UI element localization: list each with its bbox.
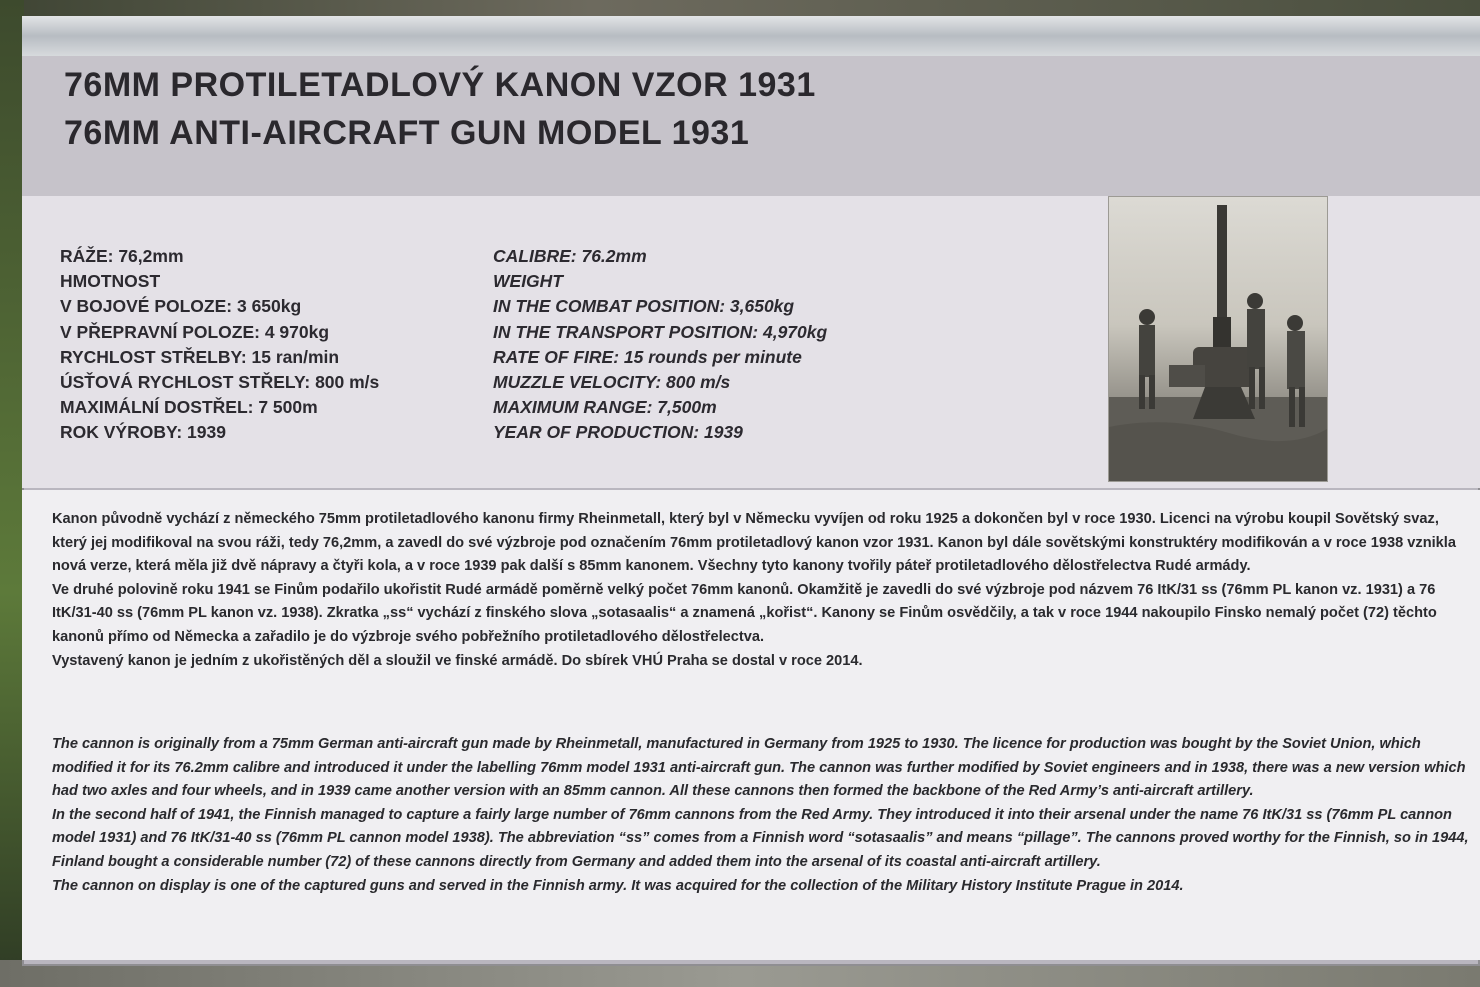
title-english: 76MM ANTI-AIRCRAFT GUN MODEL 1931 [64,114,750,152]
spec-year-cz: ROK VÝROBY: 1939 [60,422,226,443]
description-czech [52,508,1470,673]
spec-muzzle-velocity-cz: ÚSŤOVÁ RYCHLOST STŘELY: 800 m/s [60,372,380,393]
specs-english [493,244,827,446]
title-czech: 76MM PROTILETADLOVÝ KANON VZOR 1931 [64,66,816,104]
spec-weight-cz: HMOTNOST [60,271,161,292]
spec-calibre-cz: RÁŽE: 76,2mm [60,246,184,266]
paragraph-cz-3: Vystavený kanon je jedním z ukořistěných děl a sloužil ve finské armádě. Do sbírek VHÚ Praha se dostal v roce 2014. [52,652,863,669]
description-english [52,733,1470,898]
paragraph-en-2: In the second half of 1941, the Finnish managed to capture a fairly large number of 76mm cannons from the Red Army. They introduced it into their arsenal under the name 76 ItK/31 ss (76mm PL cannon model 1931) and 76 ItK/31-40 ss (76mm PL cannon model 1938). The abbreviation “ss” comes from a Finnish word “sotasaalis” and means “pillage”. The cannons proved worthy for the Finnish, so in 1944, Finland bought a considerable number (72) of these cannons directly from Germany and added them into the arsenal of its coastal anti-aircraft artillery. [52,806,1469,870]
spec-max-range-en: MAXIMUM RANGE: 7,500m [493,397,717,418]
background-foliage [0,0,24,987]
spec-year-en: YEAR OF PRODUCTION: 1939 [493,422,743,443]
specs-czech [60,244,379,446]
spec-combat-weight-cz: V BOJOVÉ POLOZE: 3 650kg [60,296,302,317]
paragraph-cz-1: Kanon původně vychází z německého 75mm protiletadlového kanonu firmy Rheinmetall, který byl v Německu vyvíjen od roku 1925 a dokončen byl v roce 1930. Licenci na výrobu koupil Sovětský svaz, který jej modifikoval na svou ráži, tedy 76,2mm, a zavedl do své výzbroje pod označením 76mm protiletadlový kanon vzor 1931. Kanon byl dále sovětskými konstruktéry modifikován a v roce 1938 vznikla nová verze, která měla již dvě nápravy a čtyři kola, a v roce 1939 pak další s 85mm kanonem. Všechny tyto kanony tvořily páteř protiletadlového dělostřelectva Rudé armády. [52,511,1456,575]
historical-photo [1108,196,1328,482]
spec-transport-weight-cz: V PŘEPRAVNÍ POLOZE: 4 970kg [60,321,330,342]
spec-rate-of-fire-cz: RYCHLOST STŘELBY: 15 ran/min [60,346,340,367]
sign-top-rail [22,16,1480,56]
spec-calibre-en: CALIBRE: 76.2mm [493,246,647,266]
spec-muzzle-velocity-en: MUZZLE VELOCITY: 800 m/s [493,372,731,393]
spec-rate-of-fire-en: RATE OF FIRE: 15 rounds per minute [493,346,802,367]
paragraph-cz-2: Ve druhé polovině roku 1941 se Finům podařilo ukořistit Rudé armádě poměrně velký počet 76mm kanonů. Okamžitě je zavedli do své výzbroje pod názvem 76 ItK/31 ss (76mm PL kanon vz. 1931) a 76 ItK/31-40 ss (76mm PL kanon vz. 1938). Zkratka „ss“ vychází z finského slova „sotasaalis“ a znamená „kořist“. Kanony se Finům osvědčily, a tak v roce 1944 nakoupilo Finsko nemalý počet (72) těchto kanonů přímo od Německa a zařadilo je do výzbroje svého pobřežního protiletadlového dělostřelectva. [52,581,1437,645]
spec-transport-weight-en: IN THE TRANSPORT POSITION: 4,970kg [493,321,828,342]
spec-combat-weight-en: IN THE COMBAT POSITION: 3,650kg [493,296,795,317]
spec-max-range-cz: MAXIMÁLNÍ DOSTŘEL: 7 500m [60,397,318,418]
spec-weight-en: WEIGHT [493,271,563,292]
gun-crew-photo-illustration [1109,197,1327,481]
paragraph-en-1: The cannon is originally from a 75mm German anti-aircraft gun made by Rheinmetall, manufactured in Germany from 1925 to 1930. The licence for production was bought by the Soviet Union, which modified it for its 76.2mm calibre and introduced it under the labelling 76mm model 1931 anti-aircraft gun. The cannon was further modified by Soviet engineers and in 1938, there was a new version which had two axles and four wheels, and in 1939 came another version with an 85mm cannon. All these cannons then formed the backbone of the Red Army’s anti-aircraft artillery. [52,736,1466,800]
paragraph-en-3: The cannon on display is one of the captured guns and served in the Finnish army. It was acquired for the collection of the Military History Institute Prague in 2014. [52,877,1184,894]
